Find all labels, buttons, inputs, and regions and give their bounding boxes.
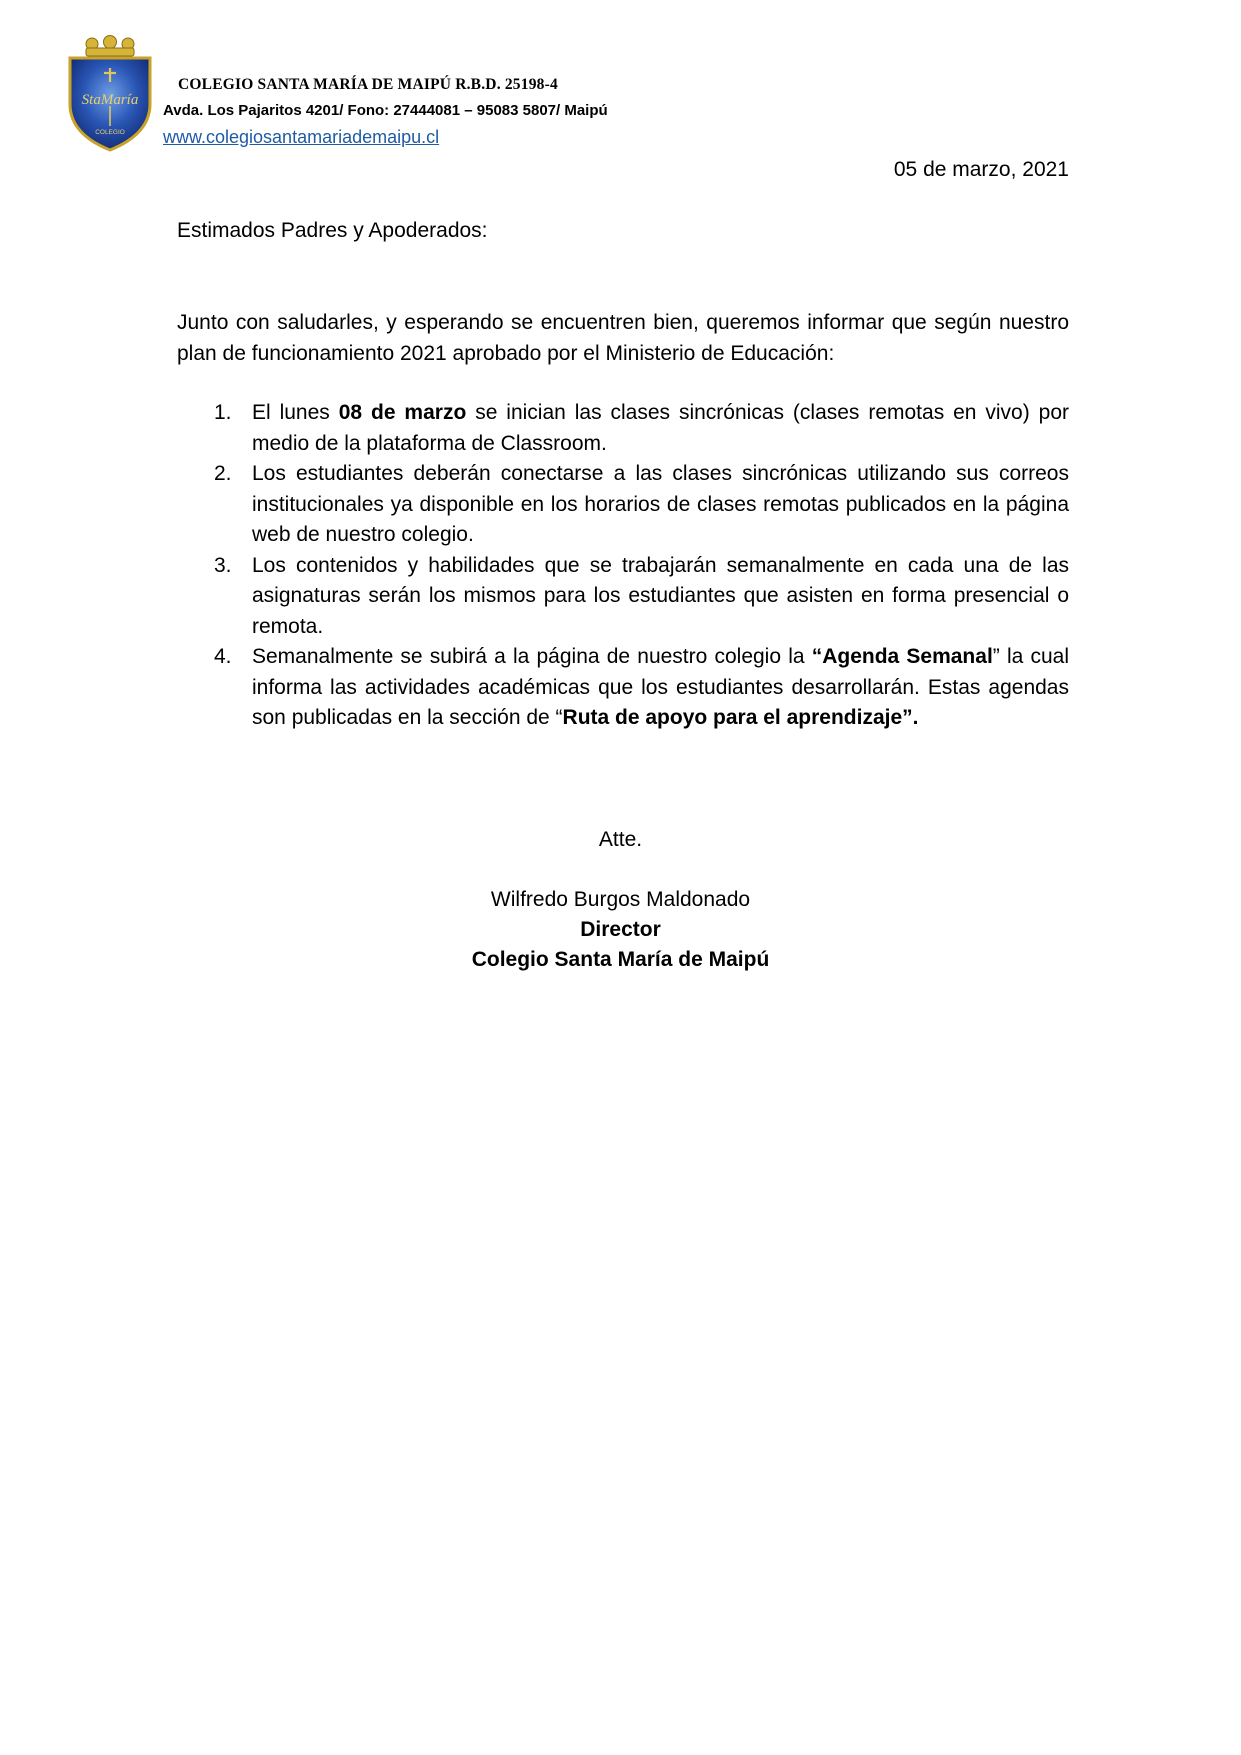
list-number: 3. bbox=[214, 553, 232, 577]
numbered-points-list bbox=[177, 398, 1069, 734]
letter-closing: Atte. bbox=[598, 828, 643, 851]
logo-text: StaMaría bbox=[81, 92, 139, 108]
list-number: 2. bbox=[214, 462, 232, 485]
list-item: 4. Semanalmente se subirá a la página de nuestro colegio la “Agenda Semanal” la cual informa las actividades académicas que los estudiantes desarrollarán. Estas agendas son publicadas en la sección de “Ruta de apoyo para el aprendizaje”. bbox=[177, 642, 1069, 734]
list-item: 2. Los estudiantes deberán conectarse a las clases sincrónicas utilizando sus correos institucionales ya disponible en los horarios de clases remotas publicados en la página web de nuestro colegio. bbox=[177, 459, 1069, 551]
signer-name: Wilfredo Burgos Maldonado bbox=[490, 888, 751, 911]
school-name: COLEGIO SANTA MARÍA DE MAIPÚ R.B.D. 25198-4 bbox=[178, 76, 558, 93]
school-address: Avda. Los Pajaritos 4201/ Fono: 27444081 – 95083 5807/ Maipú bbox=[163, 102, 608, 119]
signer-organization: Colegio Santa María de Maipú bbox=[471, 948, 770, 971]
logo-subtext: COLEGIO bbox=[95, 129, 125, 136]
list-item: 3. Los contenidos y habilidades que se trabajarán semanalmente en cada una de las asignaturas serán los mismos para los estudiantes que asisten en forma presencial o remota. bbox=[177, 551, 1069, 643]
list-item: 1. El lunes 08 de marzo se inician las clases sincrónicas (clases remotas en vivo) por medio de la plataforma de Classroom. bbox=[177, 398, 1069, 459]
list-number: 4. bbox=[214, 645, 232, 668]
signer-title: Director bbox=[580, 918, 661, 941]
letter-intro: Junto con saludarles, y esperando se encuentren bien, queremos informar que según nuestro plan de funcionamiento 2021 aprobado por el Ministerio de Educación: bbox=[177, 311, 1069, 365]
website-link[interactable]: www.colegiosantamariademaipu.cl bbox=[163, 127, 440, 147]
letter-date: 05 de marzo, 2021 bbox=[893, 158, 1069, 181]
letter-greeting: Estimados Padres y Apoderados: bbox=[177, 219, 488, 242]
list-number: 1. bbox=[214, 401, 232, 424]
school-crest-icon bbox=[62, 34, 158, 154]
